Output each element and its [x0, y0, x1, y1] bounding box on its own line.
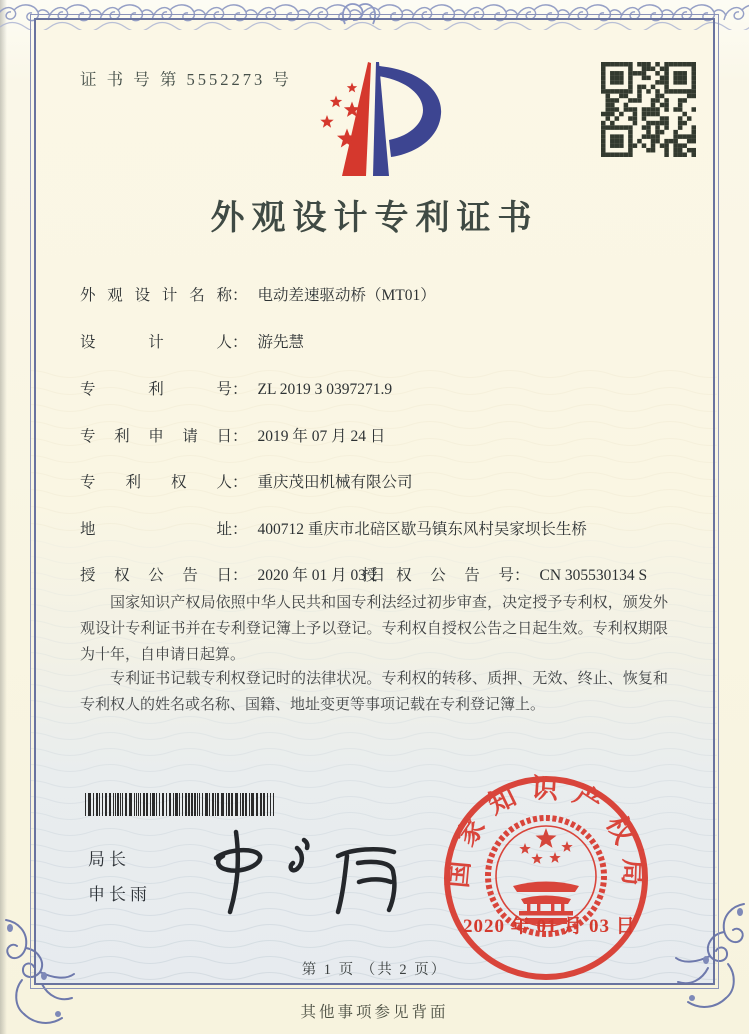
director-signature — [200, 822, 405, 922]
field-row-patent-number — [80, 377, 392, 399]
corner-flourish-left — [2, 918, 102, 1028]
colon: ： — [232, 287, 248, 304]
cnipa-logo-icon — [292, 42, 462, 190]
field-label: 专利申请日 — [80, 428, 232, 445]
field-value: CN 305530134 S — [539, 567, 648, 584]
field-row-address — [80, 517, 587, 539]
field-value: ZL 2019 3 0397271.9 — [257, 381, 393, 398]
field-label: 外观设计名称 — [80, 287, 232, 304]
back-note: 其他事项参见背面 — [300, 1004, 449, 1021]
field-value: 2020 年 01 月 03 日 — [257, 567, 386, 584]
seal-ring-text: 国家知识产权局 — [442, 772, 649, 900]
field-row-patentee — [80, 470, 413, 492]
field-value: 2019 年 07 月 24 日 — [257, 428, 386, 445]
colon: ： — [232, 334, 248, 351]
field-label: 设计人 — [80, 334, 232, 351]
director-title-label: 局长 — [88, 850, 130, 869]
field-label: 授权公告号 — [362, 567, 514, 584]
legal-paragraph-2: 专利证书记载专利权登记时的法律状况。专利权的转移、质押、无效、终止、恢复和专利权人的姓名或名称、国籍、地址变更等事项记载在专利登记簿上。 — [80, 671, 668, 713]
colon: ： — [232, 428, 248, 445]
director-name-label: 申长雨 — [88, 885, 151, 904]
scan-edge-shadow — [0, 0, 7, 1034]
seal-date: 2020 年 01 月 03 日 — [463, 916, 636, 937]
colon: ： — [514, 567, 530, 584]
colon: ： — [232, 474, 248, 491]
colon: ： — [232, 381, 248, 398]
barcode — [85, 793, 281, 816]
field-value: 电动差速驱动桥（MT01） — [257, 287, 436, 304]
corner-flourish-right — [648, 902, 748, 1012]
field-value: 重庆茂田机械有限公司 — [257, 474, 413, 491]
certificate-number: 证 书 号 第 5552273 号 — [80, 70, 292, 89]
colon: ： — [232, 567, 248, 584]
field-label: 专利权人 — [80, 474, 232, 491]
field-row-design-name — [80, 283, 436, 305]
field-row-filing-date — [80, 424, 385, 446]
field-label: 授权公告日 — [80, 567, 232, 584]
field-row-grant-date — [80, 563, 385, 585]
field-label: 地址 — [80, 521, 232, 538]
official-seal — [441, 772, 651, 984]
field-row-designer — [80, 330, 304, 352]
top-ornament-border — [0, 0, 749, 30]
page-footer: 第 1 页 （共 2 页） — [301, 962, 448, 978]
colon: ： — [232, 521, 248, 538]
certificate-title: 外观设计专利证书 — [210, 200, 539, 237]
field-value: 游先慧 — [257, 334, 305, 351]
legal-paragraph-1: 国家知识产权局依照中华人民共和国专利法经过初步审查，决定授予专利权，颁发外观设计专利证书并在专利登记簿上予以登记。专利权自授权公告之日起生效。专利权期限为十年，自申请日起算。 — [80, 595, 668, 663]
field-label: 专利号 — [80, 381, 232, 398]
qr-code — [601, 62, 696, 157]
field-value: 400712 重庆市北碚区歇马镇东风村吴家坝长生桥 — [257, 521, 587, 538]
field-row-grant-number — [362, 563, 647, 585]
